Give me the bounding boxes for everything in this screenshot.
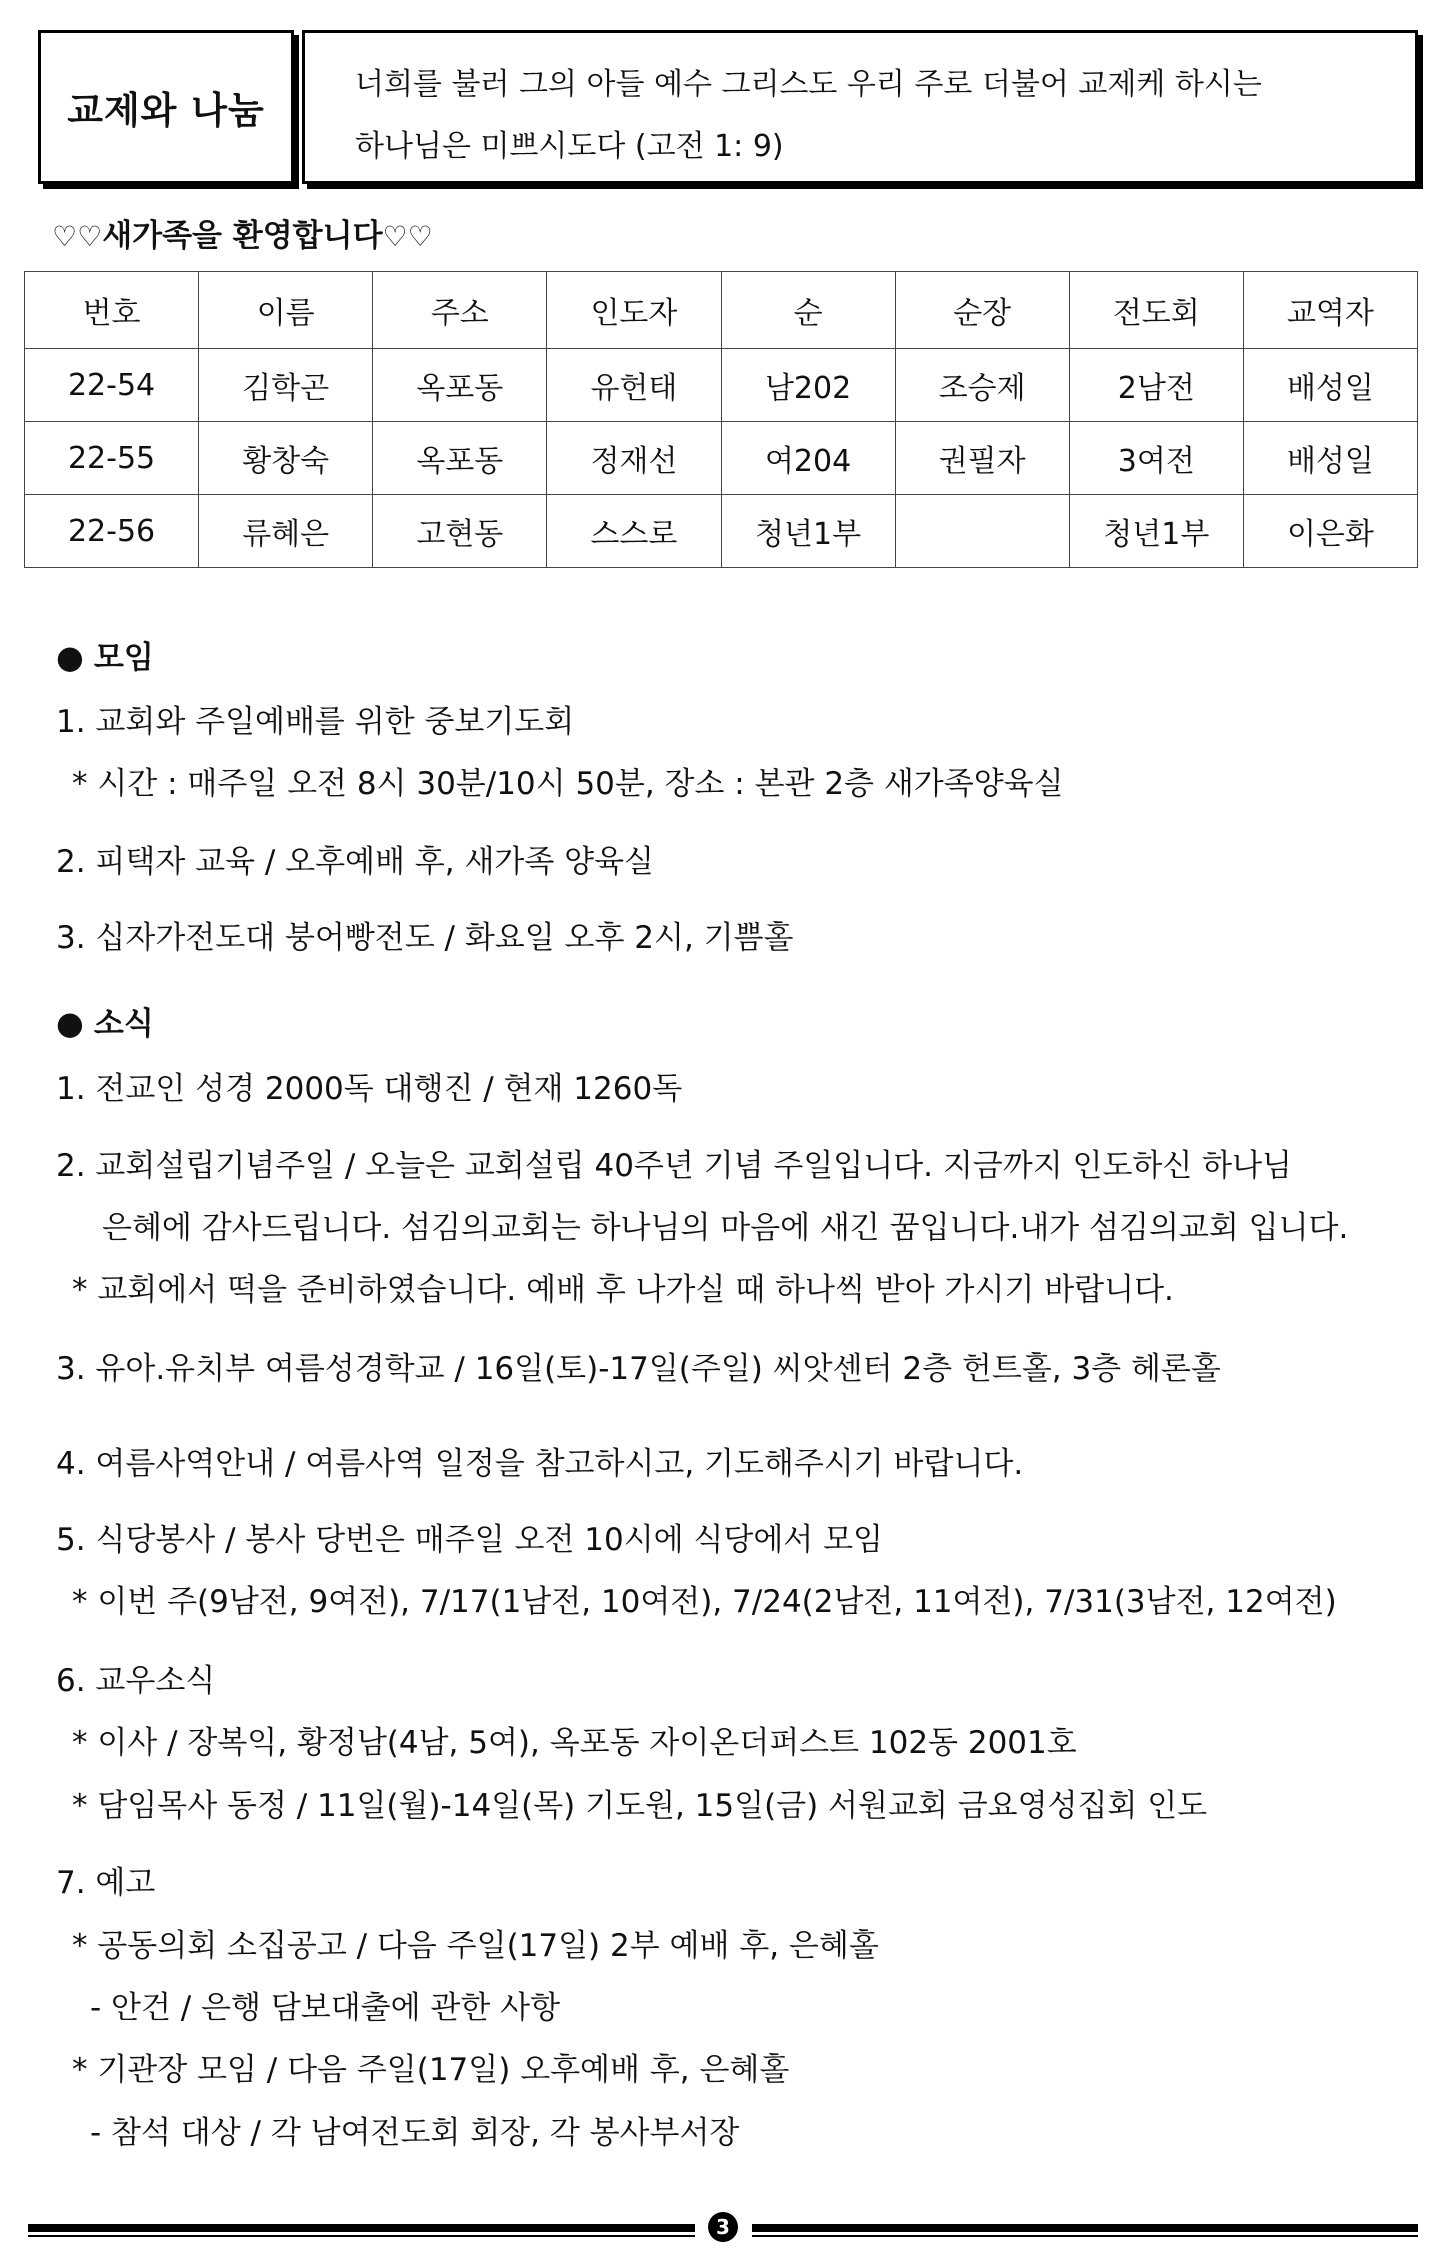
bible-verse-line-1: 너희를 불러 그의 아들 예수 그리스도 우리 주로 더불어 교제케 하시는 xyxy=(355,67,1262,102)
table-cell: 옥포동 xyxy=(373,422,547,495)
page-footer xyxy=(28,2215,1418,2239)
table-cell: 김학곤 xyxy=(199,349,373,422)
bullet-dot-icon: ● xyxy=(56,638,84,676)
column-header-mission-group: 전도회 xyxy=(1069,272,1243,349)
news-item-note: * 이번 주(9남전, 9여전), 7/17(1남전, 10여전), 7/24(2남전, 11여전), 7/31(3남전, 12여전) xyxy=(72,1584,1337,1620)
bible-verse-line-2: 하나님은 미쁘시도다 (고전 1: 9) xyxy=(355,129,784,164)
news-heading-text: 소식 xyxy=(93,1006,154,1042)
news-item-note: * 기관장 모임 / 다음 주일(17일) 오후예배 후, 은혜홀 xyxy=(72,2052,790,2088)
section-title-box xyxy=(38,30,294,184)
news-item-note: * 담임목사 동정 / 11일(월)-14일(목) 기도원, 15일(금) 서원교회 금요영성집회 인도 xyxy=(72,1788,1208,1824)
meetings-heading xyxy=(56,632,154,677)
new-family-table xyxy=(24,271,1418,568)
table-cell: 청년1부 xyxy=(721,495,895,568)
table-cell: 청년1부 xyxy=(1069,495,1243,568)
table-cell: 이은화 xyxy=(1243,495,1417,568)
news-item: 4. 여름사역안내 / 여름사역 일정을 참고하시고, 기도해주시기 바랍니다. xyxy=(56,1446,1024,1482)
heart-icon: ♡♡ xyxy=(52,220,103,253)
news-item-subnote: - 참석 대상 / 각 남여전도회 회장, 각 봉사부서장 xyxy=(90,2115,740,2151)
news-item: 6. 교우소식 xyxy=(56,1663,216,1699)
meetings-heading-text: 모임 xyxy=(93,640,154,676)
table-cell: 권필자 xyxy=(895,422,1069,495)
heart-icon: ♡♡ xyxy=(382,220,433,253)
welcome-text: 새가족을 환영합니다 xyxy=(102,218,383,254)
news-item: 7. 예고 xyxy=(56,1865,156,1901)
news-item-note: * 교회에서 떡을 준비하였습니다. 예배 후 나가실 때 하나씩 받아 가시기 바랍니다. xyxy=(72,1272,1174,1308)
table-cell: 22-55 xyxy=(25,422,199,495)
bullet-dot-icon: ● xyxy=(56,1004,84,1042)
column-header-pastor: 교역자 xyxy=(1243,272,1417,349)
table-cell: 조승제 xyxy=(895,349,1069,422)
news-item-note: * 공동의회 소집공고 / 다음 주일(17일) 2부 예배 후, 은혜홀 xyxy=(72,1928,879,1964)
table-cell xyxy=(895,495,1069,568)
footer-rule-right xyxy=(752,2224,1418,2232)
table-header-row xyxy=(25,272,1418,349)
column-header-cell-leader: 순장 xyxy=(895,272,1069,349)
table-cell: 여204 xyxy=(721,422,895,495)
table-row xyxy=(25,422,1418,495)
news-item-continuation: 은혜에 감사드립니다. 섬김의교회는 하나님의 마음에 새긴 꿈입니다.내가 섬김의교회 입니다. xyxy=(102,1210,1349,1246)
section-title: 교제와 나눔 xyxy=(67,89,265,132)
table-cell: 22-54 xyxy=(25,349,199,422)
news-item: 2. 교회설립기념주일 / 오늘은 교회설립 40주년 기념 주일입니다. 지금까지 인도하신 하나님 xyxy=(56,1148,1292,1184)
news-heading xyxy=(56,998,154,1043)
table-cell: 황창숙 xyxy=(199,422,373,495)
table-cell: 옥포동 xyxy=(373,349,547,422)
meeting-item-note: * 시간 : 매주일 오전 8시 30분/10시 50분, 장소 : 본관 2층 새가족양육실 xyxy=(72,766,1064,802)
welcome-heading xyxy=(52,210,433,255)
table-row xyxy=(25,349,1418,422)
table-cell: 남202 xyxy=(721,349,895,422)
meeting-item: 1. 교회와 주일예배를 위한 중보기도회 xyxy=(56,704,575,740)
table-cell: 배성일 xyxy=(1243,349,1417,422)
column-header-number: 번호 xyxy=(25,272,199,349)
table-cell: 유헌태 xyxy=(547,349,721,422)
page-number: 3 xyxy=(708,2212,738,2242)
table-row xyxy=(25,495,1418,568)
table-cell: 고현동 xyxy=(373,495,547,568)
column-header-name: 이름 xyxy=(199,272,373,349)
news-item-note: * 이사 / 장복익, 황정남(4남, 5여), 옥포동 자이온더퍼스트 102동 2001호 xyxy=(72,1725,1077,1761)
news-item-subnote: - 안건 / 은행 담보대출에 관한 사항 xyxy=(90,1990,561,2026)
column-header-guide: 인도자 xyxy=(547,272,721,349)
table-cell: 스스로 xyxy=(547,495,721,568)
news-item: 3. 유아.유치부 여름성경학교 / 16일(토)-17일(주일) 씨앗센터 2층 헌트홀, 3층 헤론홀 xyxy=(56,1351,1221,1387)
news-item: 1. 전교인 성경 2000독 대행진 / 현재 1260독 xyxy=(56,1071,683,1107)
table-cell: 22-56 xyxy=(25,495,199,568)
table-cell: 3여전 xyxy=(1069,422,1243,495)
table-cell: 류혜은 xyxy=(199,495,373,568)
column-header-address: 주소 xyxy=(373,272,547,349)
table-cell: 정재선 xyxy=(547,422,721,495)
column-header-cell-group: 순 xyxy=(721,272,895,349)
footer-rule-left xyxy=(28,2224,695,2232)
meeting-item: 2. 피택자 교육 / 오후예배 후, 새가족 양육실 xyxy=(56,844,654,880)
news-item: 5. 식당봉사 / 봉사 당번은 매주일 오전 10시에 식당에서 모임 xyxy=(56,1522,883,1558)
table-cell: 배성일 xyxy=(1243,422,1417,495)
meeting-item: 3. 십자가전도대 붕어빵전도 / 화요일 오후 2시, 기쁨홀 xyxy=(56,920,794,956)
bible-verse-box xyxy=(302,30,1418,184)
table-cell: 2남전 xyxy=(1069,349,1243,422)
